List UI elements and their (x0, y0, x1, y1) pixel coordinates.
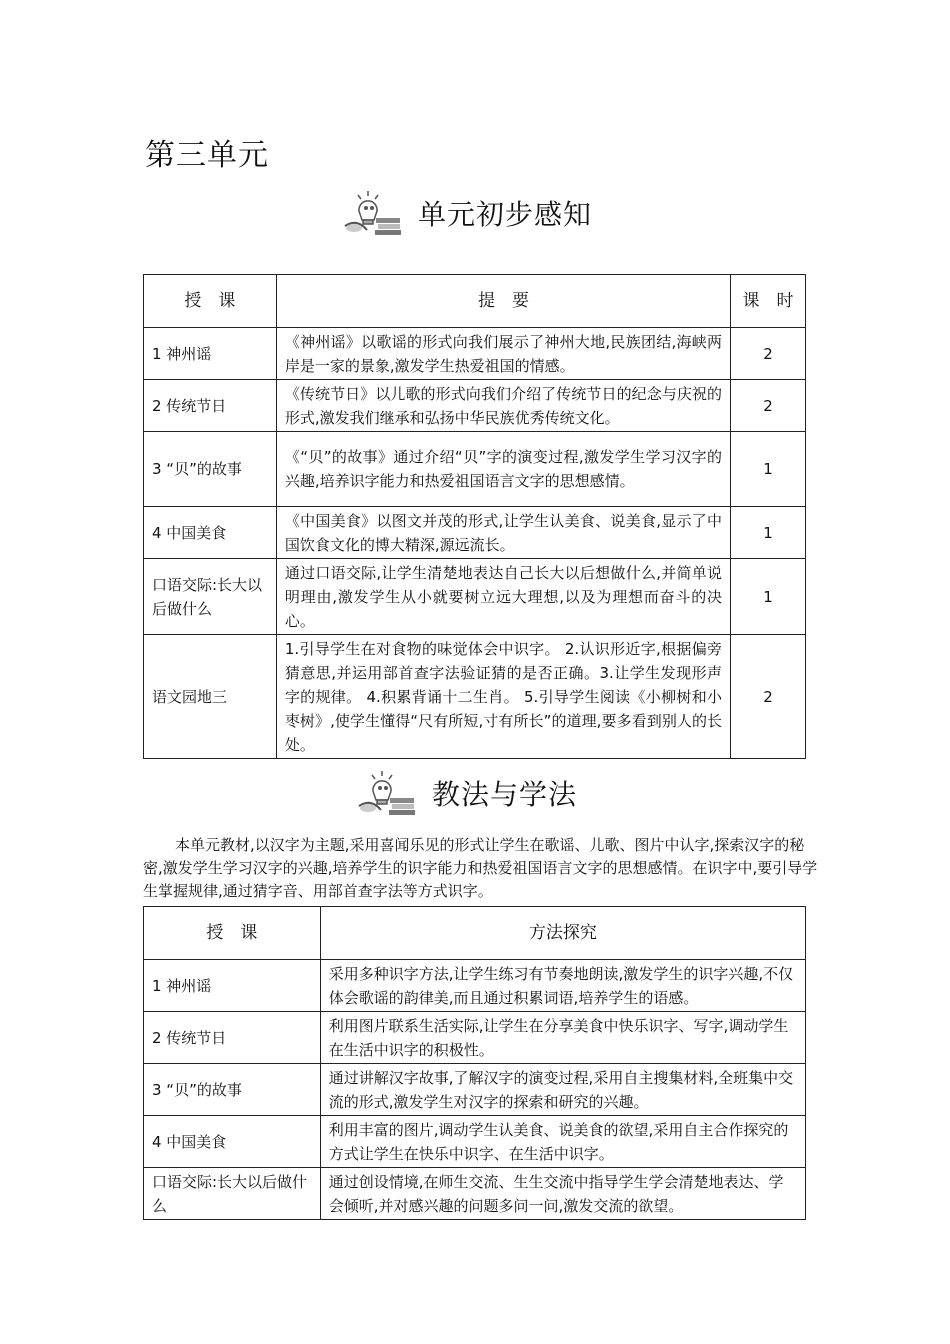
hours-cell: 1 (731, 507, 806, 559)
table-row (144, 1168, 806, 1220)
table-row (144, 1064, 806, 1116)
table-row (144, 635, 806, 759)
lesson-cell: 2 传统节日 (144, 380, 277, 432)
table-row (144, 559, 806, 635)
lesson-cell: 口语交际:长大以后做什么 (144, 559, 277, 635)
header-hours: 课 时 (731, 275, 806, 328)
hours-cell: 2 (731, 380, 806, 432)
header-method: 方法探究 (320, 907, 805, 960)
section-heading-teaching-methods (356, 768, 577, 818)
lightbulb-books-icon (342, 188, 404, 238)
teaching-methods-table (143, 906, 806, 1220)
table-header-row (144, 907, 806, 960)
hours-cell: 2 (731, 635, 806, 759)
summary-cell: 《神州谣》以歌谣的形式向我们展示了神州大地,民族团结,海峡两岸是一家的景象,激发学生热爱祖国的情感。 (276, 328, 730, 380)
table-row (144, 380, 806, 432)
summary-cell: 通过口语交际,让学生清楚地表达自己长大以后想做什么,并简单说明理由,激发学生从小就要树立远大理想,以及为理想而奋斗的决心。 (276, 559, 730, 635)
header-lesson: 授 课 (144, 907, 321, 960)
section-heading-text: 单元初步感知 (418, 198, 593, 231)
lesson-cell: 4 中国美食 (144, 507, 277, 559)
header-summary: 提 要 (276, 275, 730, 328)
method-cell: 通过创设情境,在师生交流、生生交流中指导学生学会清楚地表达、学会倾听,并对感兴趣的问题多问一问,激发交流的欲望。 (320, 1168, 805, 1220)
hours-cell: 1 (731, 432, 806, 507)
summary-cell: 《中国美食》以图文并茂的形式,让学生认美食、说美食,显示了中国饮食文化的博大精深,源远流长。 (276, 507, 730, 559)
table-row (144, 1012, 806, 1064)
method-cell: 利用图片联系生活实际,让学生在分享美食中快乐识字、写字,调动学生在生活中识字的积极性。 (320, 1012, 805, 1064)
lesson-cell: 口语交际:长大以后做什么 (144, 1168, 321, 1220)
unit-title: 第三单元 (145, 138, 269, 173)
lightbulb-books-icon (356, 768, 418, 818)
summary-cell: 《传统节日》以儿歌的形式向我们介绍了传统节日的纪念与庆祝的形式,激发我们继承和弘扬中华民族优秀传统文化。 (276, 380, 730, 432)
section-heading-text: 教法与学法 (432, 778, 578, 811)
table-row (144, 1116, 806, 1168)
method-cell: 利用丰富的图片,调动学生认美食、说美食的欲望,采用自主合作探究的方式让学生在快乐中识字、在生活中识字。 (320, 1116, 805, 1168)
hours-cell: 2 (731, 328, 806, 380)
hours-cell: 1 (731, 559, 806, 635)
intro-paragraph: 本单元教材,以汉字为主题,采用喜闻乐见的形式让学生在歌谣、儿歌、图片中认字,探索汉字的秘密,激发学生学习汉字的兴趣,培养学生的识字能力和热爱祖国语言文字的思想感情。在识字中,要引导学生掌握规律,通过猜字音、用部首查字法等方式识字。 (143, 836, 818, 900)
table-row (144, 432, 806, 507)
lesson-cell: 3 “贝”的故事 (144, 1064, 321, 1116)
lesson-cell: 3 “贝”的故事 (144, 432, 277, 507)
lesson-cell: 1 神州谣 (144, 960, 321, 1012)
table-row (144, 960, 806, 1012)
table-header-row (144, 275, 806, 328)
method-cell: 通过讲解汉字故事,了解汉字的演变过程,采用自主搜集材料,全班集中交流的形式,激发学生对汉字的探索和研究的兴趣。 (320, 1064, 805, 1116)
method-cell: 采用多种识字方法,让学生练习有节奏地朗读,激发学生的识字兴趣,不仅体会歌谣的韵律美,而且通过积累词语,培养学生的语感。 (320, 960, 805, 1012)
table-row (144, 328, 806, 380)
summary-cell: 1.引导学生在对食物的味觉体会中识字。 2.认识形近字,根据偏旁猜意思,并运用部首查字法验证猜的是否正确。3.让学生发现形声字的规律。 4.积累背诵十二生肖。 5.引导学生阅读《小柳树和小枣树》,使学生懂得“尺有所短,寸有所长”的道理,要多看到别人的长处。 (276, 635, 730, 759)
lesson-cell: 语文园地三 (144, 635, 277, 759)
lesson-cell: 2 传统节日 (144, 1012, 321, 1064)
table-row (144, 507, 806, 559)
lesson-cell: 4 中国美食 (144, 1116, 321, 1168)
section-heading-unit-perception (342, 188, 592, 238)
summary-cell: 《“贝”的故事》通过介绍“贝”字的演变过程,激发学生学习汉字的兴趣,培养识字能力和热爱祖国语言文字的思想感情。 (276, 432, 730, 507)
header-lesson: 授 课 (144, 275, 277, 328)
lesson-cell: 1 神州谣 (144, 328, 277, 380)
unit-overview-table (143, 274, 806, 759)
